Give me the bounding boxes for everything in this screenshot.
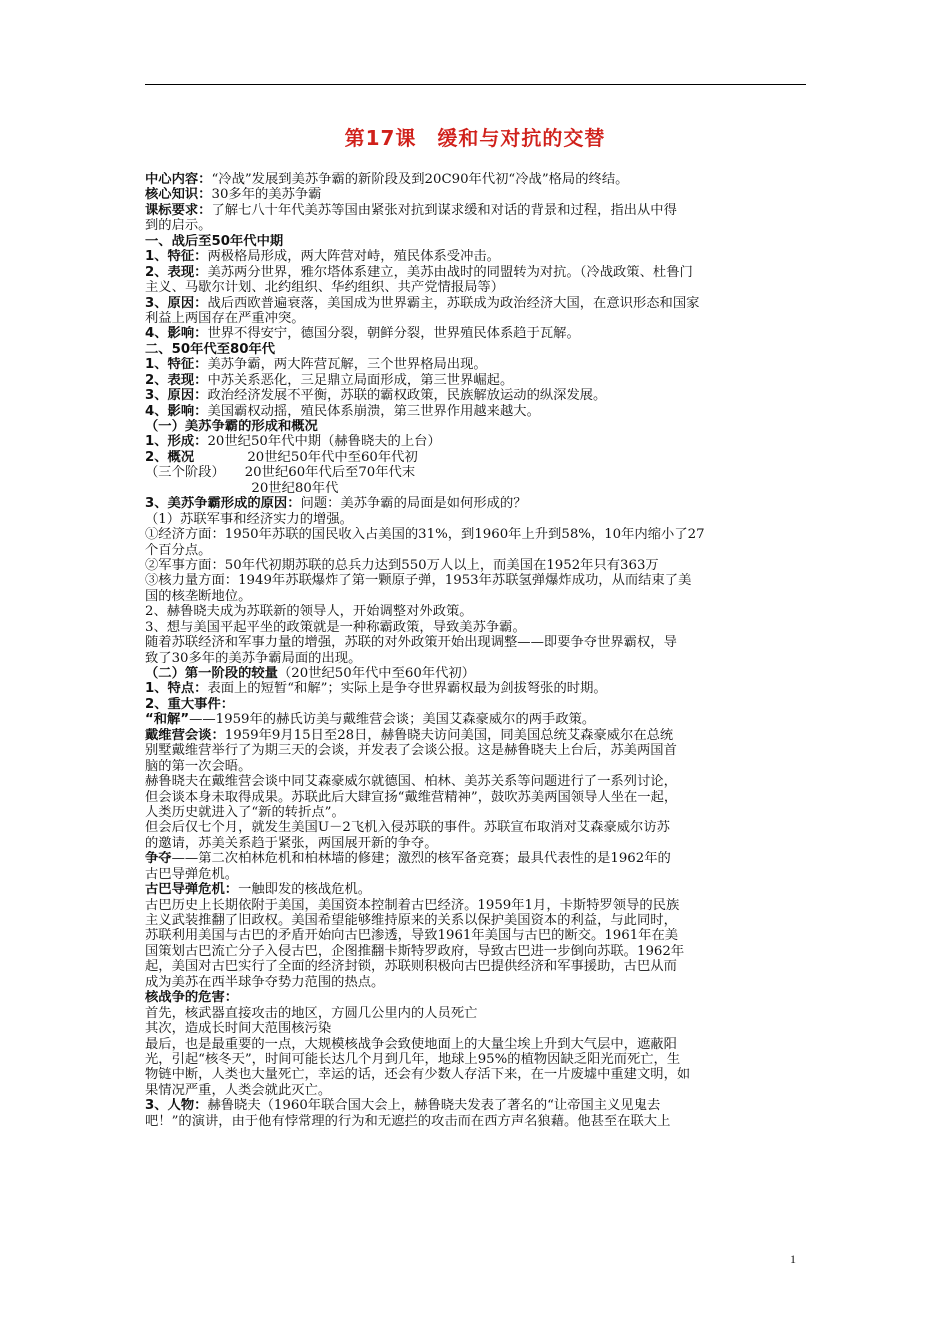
text-line — [145, 543, 807, 558]
line-text: 利益上两国存在严重冲突。 — [145, 310, 305, 326]
text-line — [145, 928, 807, 943]
line-text: 了解七八十年代美苏等国由紧张对抗到谋求缓和对话的背景和过程，指出从中得 — [211, 202, 677, 218]
text-line — [145, 666, 807, 681]
line-text: 国的核垄断地位。 — [145, 588, 252, 604]
text-line — [145, 342, 807, 357]
line-text: 成为美苏在西半球争夺势力范围的热点。 — [145, 974, 385, 990]
line-text: 古巴历史上长期依附于美国，美国资本控制着古巴经济。1959年1月，卡斯特罗领导的民族 — [145, 897, 680, 913]
line-text: 吧！”的演讲，由于他有悖常理的行为和无遮拦的攻击而在西方声名狼藉。他甚至在联大上 — [145, 1113, 671, 1129]
line-text: 国策划古巴流亡分子入侵古巴，企图推翻卡斯特罗政府，导致古巴进一步倒向苏联。1962年 — [145, 943, 685, 959]
text-line — [145, 280, 807, 295]
text-line — [145, 311, 807, 326]
text-line — [145, 743, 807, 758]
header-rule — [145, 84, 806, 85]
line-text: 美国霸权动摇，殖民体系崩溃，第三世界作用越来越大。 — [207, 403, 540, 419]
text-line — [145, 265, 807, 280]
text-line — [145, 296, 807, 311]
text-line — [145, 790, 807, 805]
text-line — [145, 882, 807, 897]
line-text: 1959年9月15日至28日，赫鲁晓夫访问美国，同美国总统艾森豪威尔在总统 — [224, 727, 674, 743]
text-line — [145, 558, 807, 573]
bold-label: 4、影响： — [145, 326, 208, 342]
text-line — [145, 512, 807, 527]
line-text: 美苏争霸，两大阵营瓦解，三个世界格局出现。 — [207, 357, 487, 373]
text-line — [145, 1052, 807, 1067]
bold-label: 1、特点： — [145, 681, 208, 697]
text-line — [145, 465, 807, 480]
text-line — [145, 759, 807, 774]
line-text: 30多年的美苏争霸 — [211, 187, 322, 203]
bold-label: 3、原因： — [145, 295, 208, 311]
text-line — [145, 1037, 807, 1052]
bold-label: 争夺 — [145, 851, 172, 867]
line-text: 政治经济发展不平衡，苏联的霸权政策，民族解放运动的纵深发展。 — [207, 388, 607, 404]
line-text: ②军事方面：50年代初期苏联的总兵力达到550万人以上，而美国在1952年只有363万 — [145, 557, 659, 573]
line-text: “冷战”发展到美苏争霸的新阶段及到20C90年代初“冷战”格局的终结。 — [211, 172, 629, 187]
text-line — [145, 481, 807, 496]
text-line — [145, 913, 807, 928]
line-text: 致了30多年的美苏争霸局面的出现。 — [145, 650, 362, 666]
text-line — [145, 604, 807, 619]
text-line — [145, 419, 807, 434]
text-line — [145, 496, 807, 511]
document-body — [145, 172, 807, 1129]
line-text: 20世纪50年代中期（赫鲁晓夫的上台） — [207, 434, 441, 450]
text-line — [145, 388, 807, 403]
line-text: 战后西欧普遍衰落，美国成为世界霸主，苏联成为政治经济大国，在意识形态和国家 — [207, 295, 700, 311]
text-line — [145, 404, 807, 419]
text-line — [145, 434, 807, 449]
text-line — [145, 820, 807, 835]
line-text: 主义武装推翻了旧政权。美国希望能够维持原来的关系以保护美国资本的利益，与此同时， — [145, 913, 677, 928]
text-line — [145, 805, 807, 820]
line-text: 一触即发的核战危机。 — [238, 882, 372, 898]
line-text: 起，美国对古巴实行了全面的经济封锁，苏联则积极向古巴提供经济和军事援助，古巴从而 — [145, 959, 677, 975]
text-line — [145, 1021, 807, 1036]
line-text: ——第二次柏林危机和柏林墙的修建；激烈的核军备竞赛；最具代表性的是1962年的 — [171, 851, 671, 867]
bold-label: 古巴导弹危机： — [145, 882, 239, 898]
text-line — [145, 712, 807, 727]
text-line — [145, 728, 807, 743]
line-text: （三个阶段） 20世纪60年代后至70年代末 — [145, 465, 416, 481]
line-text: 脑的第一次会晤。 — [145, 758, 252, 774]
text-line — [145, 187, 807, 202]
text-line — [145, 172, 807, 187]
line-text: 人类历史就进入了“新的转折点”。 — [145, 804, 345, 820]
line-text: 果情况严重，人类会就此灭亡。 — [145, 1082, 332, 1098]
text-line — [145, 203, 807, 218]
bold-label: 戴维营会谈： — [145, 727, 225, 743]
line-text: 美苏两分世界，雅尔塔体系建立，美苏由战时的同盟转为对抗。（冷战政策、杜鲁门 — [207, 264, 693, 280]
line-text: 2、赫鲁晓夫成为苏联新的领导人，开始调整对外政策。 — [145, 604, 473, 620]
bold-label: 课标要求： — [145, 202, 212, 218]
text-line — [145, 357, 807, 372]
line-text: 首先，核武器直接攻击的地区，方圆几公里内的人员死亡 — [145, 1005, 478, 1021]
page-number: 1 — [790, 1252, 796, 1266]
text-line — [145, 527, 807, 542]
bold-label: 3、原因： — [145, 388, 208, 404]
bold-label: 3、美苏争霸形成的原因： — [145, 496, 301, 512]
line-text: 20世纪80年代 — [145, 480, 339, 496]
text-line — [145, 944, 807, 959]
text-line — [145, 651, 807, 666]
line-text: 赫鲁晓夫（1960年联合国大会上，赫鲁晓夫发表了著名的“让帝国主义见鬼去 — [207, 1098, 661, 1114]
line-text: 的邀请，苏美关系趋于紧张，两国展开新的争夺。 — [145, 835, 438, 851]
line-text: 主义、马歇尔计划、北约组织、华约组织、共产党情报局等） — [145, 280, 505, 296]
line-text: 两极格局形成，两大阵营对峙，殖民体系受冲击。 — [207, 249, 500, 265]
line-text: 到的启示。 — [145, 218, 212, 234]
bold-label: 3、人物： — [145, 1098, 208, 1114]
line-text: 古巴导弹危机。 — [145, 866, 239, 882]
text-line — [145, 234, 807, 249]
line-text: （1）苏联军事和经济实力的增强。 — [145, 511, 353, 527]
bold-label: 1、特征： — [145, 249, 208, 265]
bold-label: 4、影响： — [145, 403, 208, 419]
line-text: 表面上的短暂“和解”；实际上是争夺世界霸权最为剑拔弩张的时期。 — [207, 681, 607, 697]
text-line — [145, 620, 807, 635]
bold-label: 2、表现： — [145, 372, 208, 388]
bold-label: 2、重大事件： — [145, 696, 235, 712]
lesson-title: 第17课 缓和与对抗的交替 — [344, 126, 606, 150]
text-line — [145, 1114, 807, 1129]
line-text: 随着苏联经济和军事力量的增强，苏联的对外政策开始出现调整——即要争夺世界霸权，导 — [145, 635, 677, 651]
bold-label: 核战争的危害： — [145, 990, 239, 1006]
line-text: 但会后仅七个月，就发生美国U－2飞机入侵苏联的事件。苏联宣布取消对艾森豪威尔访苏 — [145, 820, 670, 836]
bold-label: 2、表现： — [145, 264, 208, 280]
line-text: 中苏关系恶化，三足鼎立局面形成，第三世界崛起。 — [207, 372, 514, 388]
text-line — [145, 218, 807, 233]
bold-label: 1、形成： — [145, 434, 208, 450]
line-text: 别墅戴维营举行了为期三天的会谈，并发表了会谈公报。这是赫鲁晓夫上台后，苏美两国首 — [145, 743, 677, 759]
text-line — [145, 249, 807, 264]
line-text: 苏联利用美国与古巴的矛盾开始向古巴渗透，导致1961年美国与古巴的断交。1961年在美 — [145, 928, 679, 944]
line-text: ——1959年的赫氏访美与戴维营会谈；美国艾森豪威尔的两手政策。 — [189, 712, 596, 728]
bold-label: 一、战后至50年代中期 — [145, 233, 284, 249]
line-text: ①经济方面：1950年苏联的国民收入占美国的31%，到1960年上升到58%，10年内缩小了27 — [145, 527, 705, 543]
line-text: 世界不得安宁，德国分裂，朝鲜分裂，世界殖民体系趋于瓦解。 — [207, 326, 580, 342]
text-line — [145, 990, 807, 1005]
line-text: （20世纪50年代中至60年代初） — [277, 666, 475, 681]
text-line — [145, 573, 807, 588]
line-text: 其次，造成长时间大范围核污染 — [145, 1021, 332, 1037]
bold-label: 1、特征： — [145, 357, 208, 373]
line-text: 20世纪50年代中至60年代初 — [194, 449, 418, 465]
bold-label: 二、50年代至80年代 — [145, 341, 276, 357]
line-text: 光，引起“核冬天”，时间可能长达几个月到几年，地球上95%的植物因缺乏阳光而死亡，生 — [145, 1051, 681, 1067]
text-line — [145, 898, 807, 913]
text-line — [145, 373, 807, 388]
bold-label: 中心内容： — [145, 172, 212, 187]
text-line — [145, 635, 807, 650]
text-line — [145, 1006, 807, 1021]
bold-label: “和解” — [145, 712, 190, 728]
text-line — [145, 1098, 807, 1113]
line-text: 个百分点。 — [145, 542, 212, 558]
text-line — [145, 697, 807, 712]
bold-label: 核心知识： — [145, 187, 212, 203]
text-line — [145, 851, 807, 866]
text-line — [145, 589, 807, 604]
text-line — [145, 1083, 807, 1098]
text-line — [145, 867, 807, 882]
text-line — [145, 959, 807, 974]
line-text: 但会谈本身未取得成果。苏联此后大肆宣扬“戴维营精神”，鼓吹苏美两国领导人坐在一起， — [145, 789, 678, 805]
line-text: 问题：美苏争霸的局面是如何形成的？ — [300, 496, 527, 512]
line-text: 最后，也是最重要的一点，大规模核战争会致使地面上的大量尘埃上升到大气层中，遮蔽阳 — [145, 1036, 677, 1052]
text-line — [145, 326, 807, 341]
text-line — [145, 836, 807, 851]
text-line — [145, 1067, 807, 1082]
line-text: 物链中断，人类也大量死亡，幸运的话，还会有少数人存活下来，在一片废墟中重建文明，如 — [145, 1067, 691, 1083]
bold-label: 2、概况 — [145, 449, 195, 465]
line-text: 赫鲁晓夫在戴维营会谈中同艾森豪威尔就德国、柏林、美苏关系等问题进行了一系列讨论， — [145, 774, 677, 790]
line-text: ③核力量方面：1949年苏联爆炸了第一颗原子弹，1953年苏联氢弹爆炸成功，从而结束了美 — [145, 573, 692, 589]
text-line — [145, 975, 807, 990]
text-line — [145, 681, 807, 696]
text-line — [145, 774, 807, 789]
text-line — [145, 450, 807, 465]
line-text: 3、想与美国平起平坐的政策就是一种称霸政策，导致美苏争霸。 — [145, 619, 526, 635]
bold-label: （一）美苏争霸的形成和概况 — [145, 419, 318, 434]
bold-label: （二）第一阶段的较量 — [145, 666, 278, 681]
